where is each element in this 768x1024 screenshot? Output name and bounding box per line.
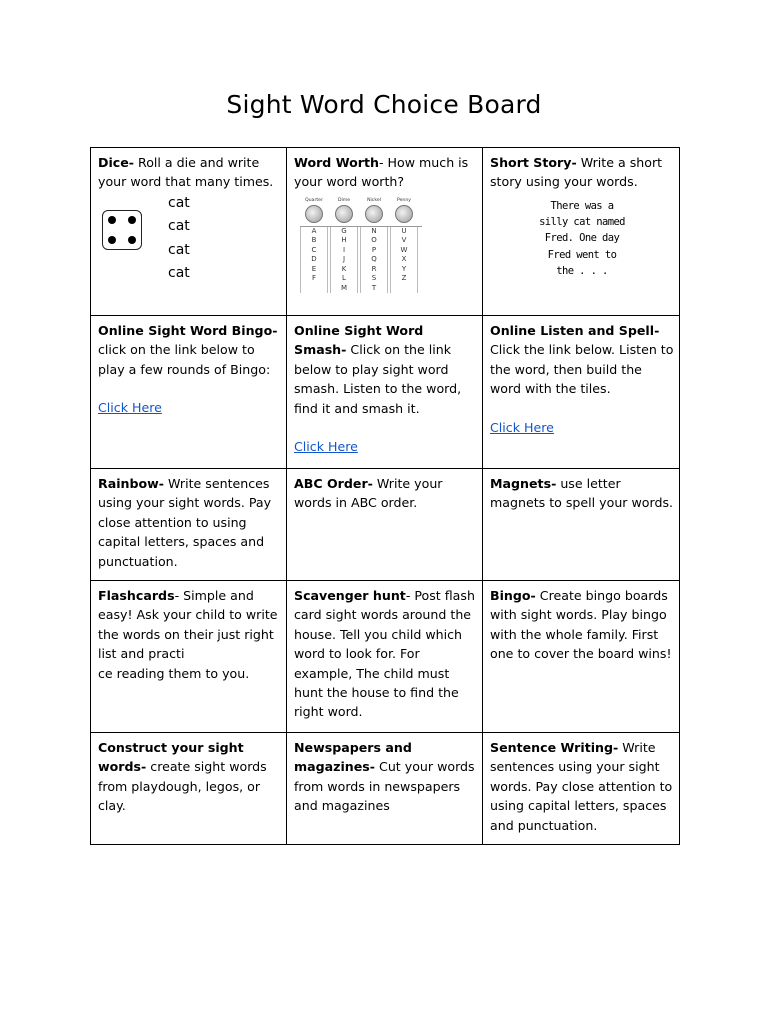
letter: I [342, 245, 346, 254]
cell-text: Write your words in ABC order. [294, 476, 443, 511]
letter-columns [300, 226, 422, 294]
coin-label: Nickel [367, 197, 381, 203]
coin-label: Penny [397, 197, 411, 203]
letter: D [311, 255, 317, 264]
repeated-words [168, 192, 190, 286]
letter: B [311, 236, 317, 245]
cell-flashcards [91, 581, 287, 733]
story-line: Fred. One day [544, 232, 620, 245]
letter: U [401, 226, 407, 235]
letter: C [311, 245, 317, 254]
dice-illustration [98, 196, 281, 286]
choice-board-table [90, 147, 680, 845]
cell-title: Rainbow- [98, 476, 165, 491]
cell-title: Magnets- [490, 476, 557, 491]
cell-title: Bingo- [490, 588, 536, 603]
cell-title: Dice- [98, 155, 135, 170]
coin-row [300, 198, 422, 223]
cell-text: Roll a die and write your word that many times. [98, 155, 274, 190]
cell-construct [91, 733, 287, 845]
cell-short-story [483, 148, 680, 316]
story-line: silly cat named [539, 216, 625, 229]
repeated-word: cat [168, 194, 190, 211]
die-four-icon [102, 210, 142, 250]
cell-title: Flashcards [98, 588, 175, 603]
letter: N [371, 226, 377, 235]
cell-text: Click on the link below to play sight word smash. Listen to the word, find it and smash it. [294, 342, 462, 416]
cell-dice [91, 148, 287, 316]
cell-title: Short Story- [490, 155, 577, 170]
cell-text: Create bingo boards with sight words. Play bingo with the whole family. First one to cover the board wins! [490, 588, 672, 662]
cell-text: click on the link below to play a few rounds of Bingo: [98, 342, 271, 377]
letter: E [311, 264, 317, 273]
letter-column [390, 227, 418, 294]
story-illustration [490, 198, 674, 279]
page-title: Sight Word Choice Board [226, 90, 542, 119]
cell-title: Word Worth [294, 155, 379, 170]
letter-column [360, 227, 388, 294]
letter: G [341, 226, 347, 235]
cell-bingo [483, 581, 680, 733]
story-line: the . . . [556, 265, 608, 277]
letter-column [300, 227, 328, 294]
cell-title: Online Sight Word Smash- [294, 323, 424, 358]
letter: X [401, 255, 407, 264]
cell-title: Online Sight Word Bingo- [98, 323, 278, 338]
repeated-word: cat [168, 218, 190, 235]
cell-text: use letter magnets to spell your words. [490, 476, 674, 511]
letter: W [400, 245, 408, 254]
letter: P [371, 245, 377, 254]
cell-text: - Post flash card sight words around the house. Tell you child which word to look for. For example, The child must hunt the house to find the right word. [294, 588, 475, 720]
letter: F [311, 274, 317, 283]
dime-coin-icon [335, 205, 353, 223]
cell-title: Newspapers and magazines- [294, 740, 412, 775]
letter: Q [371, 255, 377, 264]
listen-spell-click-here-link[interactable]: Click Here [490, 419, 554, 435]
cell-newspapers [287, 733, 483, 845]
letter: S [371, 274, 377, 283]
coin-chart-illustration [300, 198, 422, 294]
cell-text: - Simple and easy! Ask your child to write the words on their just right list and practi [98, 588, 278, 662]
letter: M [340, 283, 348, 292]
cell-text: Write sentences using your sight words. Pay close attention to using capital letters, spaces and punctuation. [98, 476, 272, 569]
story-line: There was a [550, 199, 614, 212]
cell-online-listen-spell [483, 316, 680, 469]
letter: Y [401, 264, 407, 273]
letter: T [371, 283, 377, 292]
cell-title: ABC Order- [294, 476, 373, 491]
cell-text: - How much is your word worth? [294, 155, 469, 190]
cell-rainbow [91, 469, 287, 581]
board-row [91, 469, 680, 581]
letter: J [342, 255, 346, 264]
cell-text: Click the link below. Listen to the word, then build the word with the tiles. [490, 342, 674, 397]
letter: K [341, 264, 347, 273]
cell-title: Scavenger hunt [294, 588, 406, 603]
board-row [91, 581, 680, 733]
cell-online-bingo [91, 316, 287, 469]
letter-column [330, 227, 358, 294]
story-line: Fred went to [547, 248, 617, 261]
letter: R [371, 264, 377, 273]
smash-click-here-link[interactable]: Click Here [294, 439, 358, 455]
board-row [91, 148, 680, 316]
bingo-click-here-link[interactable]: Click Here [98, 400, 162, 416]
cell-text: Write a short story using your words. [490, 155, 663, 190]
cell-title: Construct your sight words- [98, 740, 244, 775]
cell-title: Sentence Writing- [490, 740, 619, 755]
cell-scavenger-hunt [287, 581, 483, 733]
letter: Z [401, 274, 407, 283]
repeated-word: cat [168, 265, 190, 282]
cell-text: Cut your words from words in newspapers and magazines [294, 759, 475, 814]
cell-magnets [483, 469, 680, 581]
coin-label: Quarter [305, 197, 323, 203]
letter: H [341, 236, 347, 245]
letter: O [371, 236, 377, 245]
cell-abc-order [287, 469, 483, 581]
cell-title: Online Listen and Spell- [490, 323, 660, 338]
cell-word-worth [287, 148, 483, 316]
letter: A [311, 226, 317, 235]
cell-online-smash [287, 316, 483, 469]
nickel-coin-icon [365, 205, 383, 223]
cell-text: Write sentences using your sight words. Pay close attention to using capital letters, spaces and punctuation. [490, 740, 673, 833]
cell-text: create sight words from playdough, legos, or clay. [98, 759, 267, 814]
letter: V [401, 236, 407, 245]
letter: L [342, 274, 346, 283]
quarter-coin-icon [305, 205, 323, 223]
cell-text: ce reading them to you. [98, 665, 250, 681]
board-row [91, 316, 680, 469]
cell-sentence-writing [483, 733, 680, 845]
board-row [91, 733, 680, 845]
coin-label: Dime [337, 197, 351, 203]
repeated-word: cat [168, 241, 190, 258]
penny-coin-icon [395, 205, 413, 223]
